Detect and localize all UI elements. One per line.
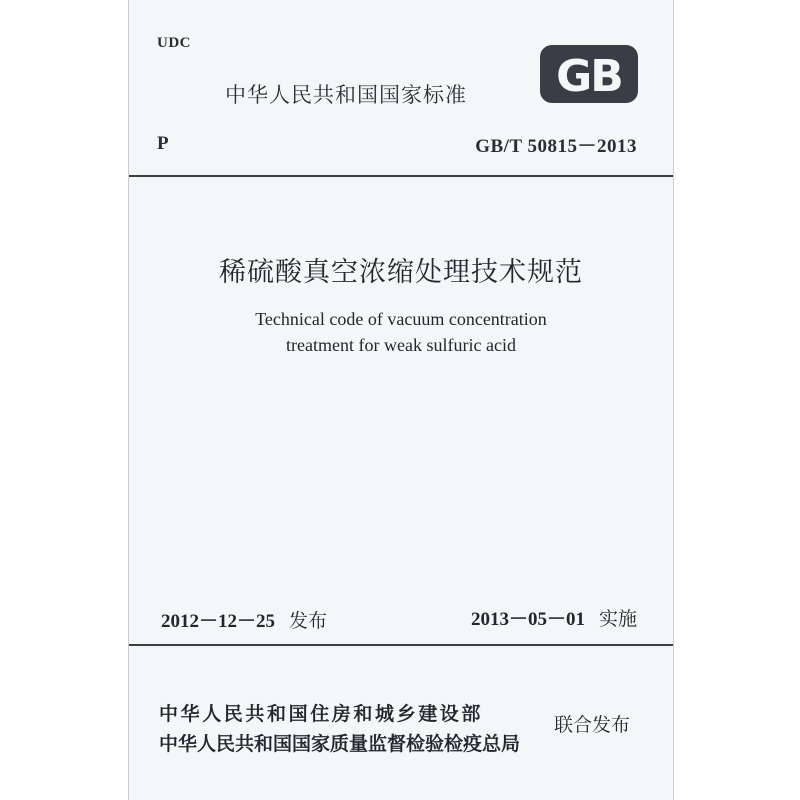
authority-ministry-housing: 中华人民共和国住房和城乡建设部 <box>159 703 484 725</box>
authority-aqsiq: 中华人民共和国国家质量监督检验检疫总局 <box>159 733 521 755</box>
national-standard-label: 中华人民共和国国家标准 <box>225 83 467 107</box>
chinese-title: 稀硫酸真空浓缩处理技术规范 <box>219 257 583 288</box>
implement-date-line <box>471 604 637 631</box>
issue-date-line <box>161 606 327 633</box>
english-title <box>129 306 673 358</box>
standard-cover <box>128 0 674 800</box>
issuing-authorities <box>159 699 520 759</box>
implement-date: 2013－05－01 <box>470 609 585 630</box>
joint-issue-label: 联合发布 <box>554 714 631 736</box>
top-divider <box>129 175 673 177</box>
gb-logo <box>539 44 639 104</box>
bottom-divider <box>129 644 673 646</box>
english-title-line1: Technical code of vacuum concentration <box>255 309 547 329</box>
implement-label: 实施 <box>598 608 637 630</box>
english-title-line2: treatment for weak sulfuric acid <box>286 335 516 355</box>
issue-date: 2012－12－25 <box>161 611 276 632</box>
classification-code: P <box>157 133 169 154</box>
udc-label: UDC <box>157 35 191 51</box>
standard-number: GB/T 50815－2013 <box>475 136 637 157</box>
gb-logo-text: GB <box>556 51 622 102</box>
issue-label: 发布 <box>289 610 328 632</box>
